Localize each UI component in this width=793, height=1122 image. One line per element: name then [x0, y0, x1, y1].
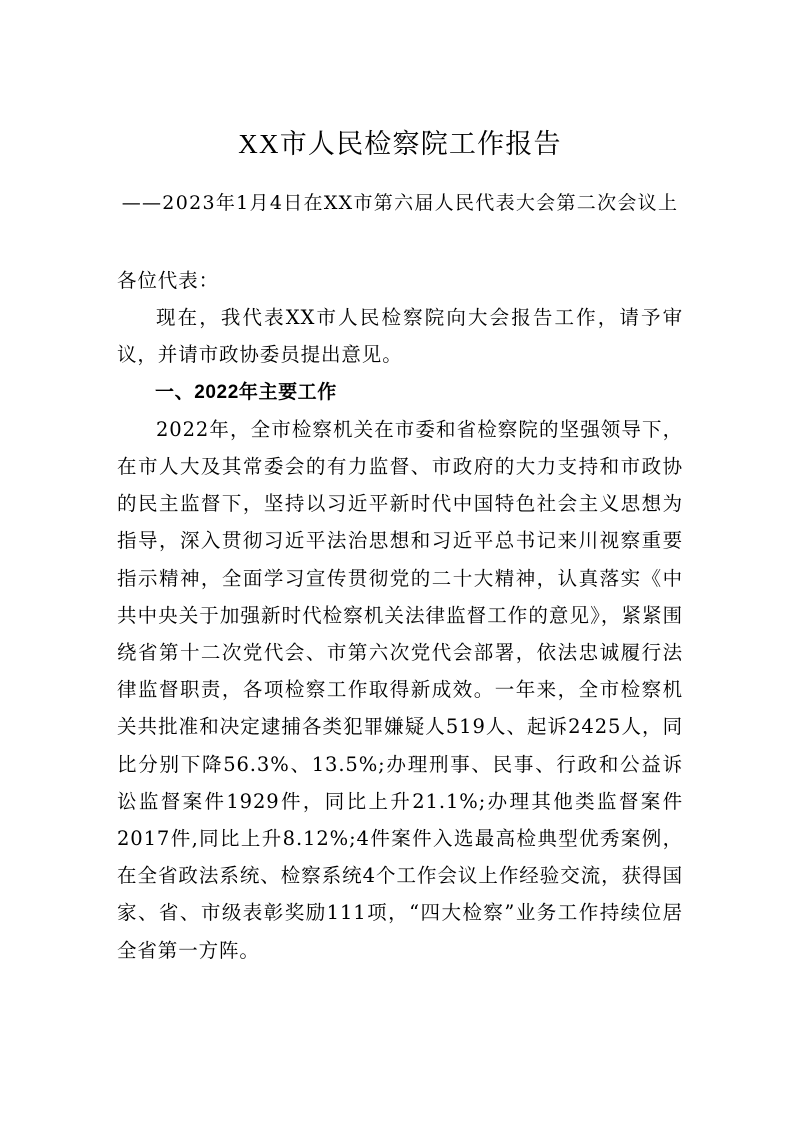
page-title: XX市人民检察院工作报告: [238, 129, 562, 159]
section-heading-main-work: 一、2022年主要工作: [155, 381, 337, 403]
salutation-line: 各位代表：: [117, 269, 220, 292]
intro-paragraph: 现在，我代表XX市人民检察院向大会报告工作，请予审议，并请市政协委员提出意见。: [117, 306, 683, 367]
document-subtitle: ——2023年1月4日在XX市第六届人民代表大会第二次会议上: [121, 192, 679, 214]
main-body-paragraph: 2022年，全市检察机关在市委和省检察院的坚强领导下，在市人大及其常委会的有力监督、市政府的大力支持和市政协的民主监督下，坚持以习近平新时代中国特色社会主义思想为指导，深入贯彻习近平法治思想和习近平总书记来川视察重要指示精神，全面学习宣传贯彻党的二十大精神，认真落实《中共中央关于加强新时代检察机关法律监督工作的意见》，紧紧围绕省第十二次党代会、市第六次党代会部署，依法忠诚履行法律监督职责，各项检察工作取得新成效。一年来，全市检察机关共批准和决定逮捕各类犯罪嫌疑人519人、起诉2425人，同比分别下降56.3%、13.5%;办理刑事、民事、行政和公益诉讼监督案件1929件，同比上升21.1%;办理其他类监督案件2017件,同比上升8.12%;4件案件入选最高检典型优秀案例，在全省政法系统、检察系统4个工作会议上作经验交流，获得国家、省、市级表彰奖励111项，“四大检察”业务工作持续位居全省第一方阵。: [117, 417, 683, 962]
document-content: [117, 0, 683, 969]
